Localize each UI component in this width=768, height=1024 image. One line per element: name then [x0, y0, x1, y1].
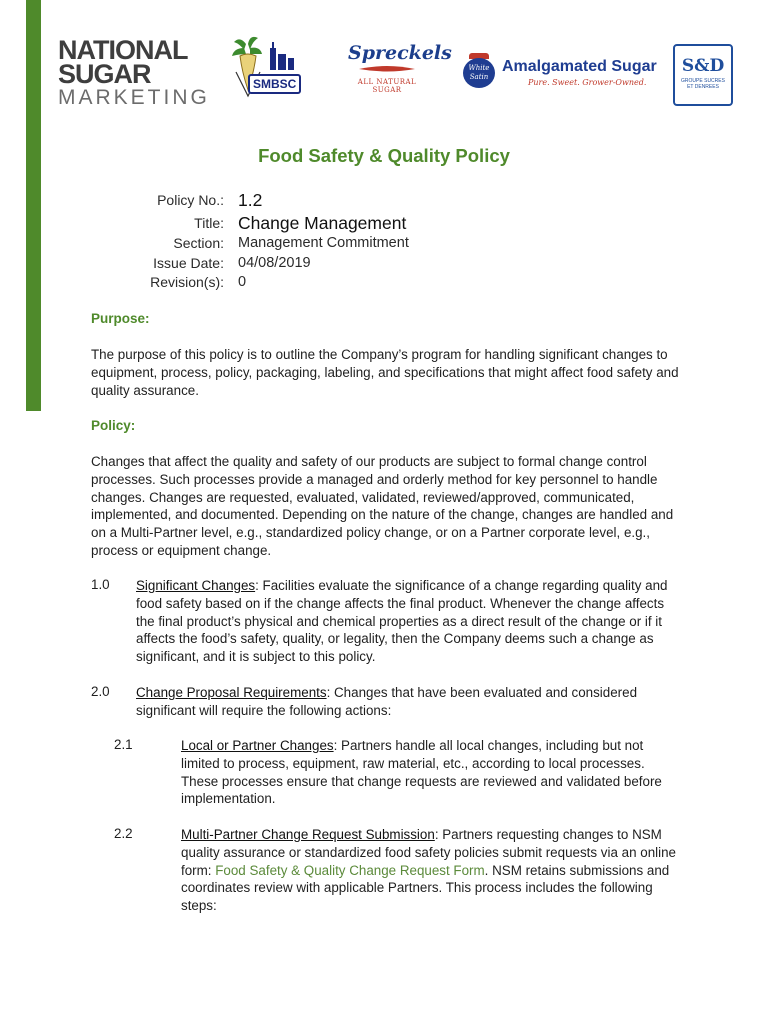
meta-policy-no-label: Policy No.:: [157, 192, 224, 208]
smbsc-logo-text: SMBSC: [248, 74, 301, 94]
spreckels-ribbon-icon: [357, 64, 417, 74]
item-number-2-0: 2.0: [91, 684, 110, 699]
item-2-0-text: : Changes that have been evaluated and considered significant will require the following actions:: [136, 685, 638, 718]
spreckels-logo-tagline: ALL NATURAL SUGAR: [357, 78, 417, 94]
nsm-logo-line1: NATIONAL: [58, 35, 188, 65]
meta-revision-value: 0: [238, 274, 247, 290]
meta-section-value: Management Commitment: [238, 235, 409, 251]
national-sugar-marketing-logo: [58, 35, 210, 110]
white-satin-badge: White Satin: [463, 58, 495, 88]
item-2-0-term: Change Proposal Requirements: [136, 685, 327, 700]
meta-revision-label: Revision(s):: [150, 274, 224, 290]
policy-text: Changes that affect the quality and safety of our products are subject to formal change control processes. Such processes provide a managed and orderly method for key personnel to handle changes. Changes are requested, evaluated, validated, reviewed/approved, communicated, implemented, and documented. Depending on the nature of the change, changes are handled and on a Multi-Partner level, e.g., standardized policy change, or on a Partner corporate level, e.g., process or equipment change.: [91, 454, 674, 558]
item-2-1-text: : Partners handle all local changes, including but not limited to process, equipment, raw material, etc., according to local processes. These processes ensure that change requests are reviewed and validated before implementation.: [181, 738, 662, 807]
item-2-1: [181, 737, 677, 808]
item-2-1-term: Local or Partner Changes: [181, 738, 334, 753]
item-number-1-0: 1.0: [91, 577, 110, 592]
policy-heading: Policy:: [91, 418, 136, 433]
meta-policy-no: [0, 191, 768, 213]
meta-title: [0, 213, 768, 235]
document-title: Food Safety & Quality Policy: [258, 145, 510, 166]
amalgamated-logo-tagline: Pure. Sweet. Grower-Owned.: [528, 78, 647, 87]
item-number-2-1: 2.1: [114, 737, 133, 752]
purpose-text: The purpose of this policy is to outline the Company’s program for handling significant changes to equipment, process, policy, packaging, labeling, and specifications that might affect food safety and quality assurance.: [91, 347, 679, 398]
item-1-0-term: Significant Changes: [136, 578, 256, 593]
meta-title-label: Title:: [194, 215, 224, 231]
meta-section-label: Section:: [173, 235, 224, 251]
item-1-0-text: : Facilities evaluate the significance of a change regarding quality and food safety based on if the change affects the final product. Whenever the change affects the final product’s physical and chemical properties as a direct result of the change or if it affects the food’s safety, quality, or legality, then the Company deems such a change as significant, and it is subject to this policy.: [136, 578, 668, 665]
sd-logo: [673, 44, 733, 106]
spreckels-logo-word: Spreckels: [348, 42, 452, 64]
nsm-logo-line2: SUGAR: [58, 59, 151, 89]
meta-title-value: Change Management: [238, 213, 407, 233]
meta-revision: [0, 274, 768, 296]
meta-issue-date-label: Issue Date:: [153, 255, 224, 271]
item-2-2-text-a: : Partners requesting changes to NSM quality assurance or standardized food safety policies submit requests via an online form:: [181, 827, 676, 878]
item-2-2-term: Multi-Partner Change Request Submission: [181, 827, 435, 842]
spreckels-logo: [348, 42, 452, 102]
item-1-0: [136, 577, 676, 666]
amalgamated-sugar-logo: [460, 52, 657, 98]
item-2-2: [181, 826, 677, 915]
smbsc-logo: [226, 34, 308, 100]
change-request-form-link[interactable]: Food Safety & Quality Change Request Form: [215, 862, 485, 878]
meta-issue-date-value: 04/08/2019: [238, 255, 311, 271]
meta-section: [0, 235, 768, 257]
item-number-2-2: 2.2: [114, 826, 133, 841]
purpose-heading: Purpose:: [91, 311, 150, 326]
nsm-logo-line3: MARKETING: [58, 86, 210, 109]
amalgamated-logo-title: Amalgamated Sugar: [502, 58, 657, 75]
item-2-2-text-b: . NSM retains submissions and coordinates review with applicable Partners. This process includes the following steps:: [181, 862, 670, 914]
meta-policy-no-value: 1.2: [238, 190, 263, 210]
sd-logo-main: S&D: [681, 56, 725, 76]
sd-logo-sub: GROUPE SUCRES ET DENREES: [681, 78, 725, 90]
item-2-0: [136, 684, 676, 720]
